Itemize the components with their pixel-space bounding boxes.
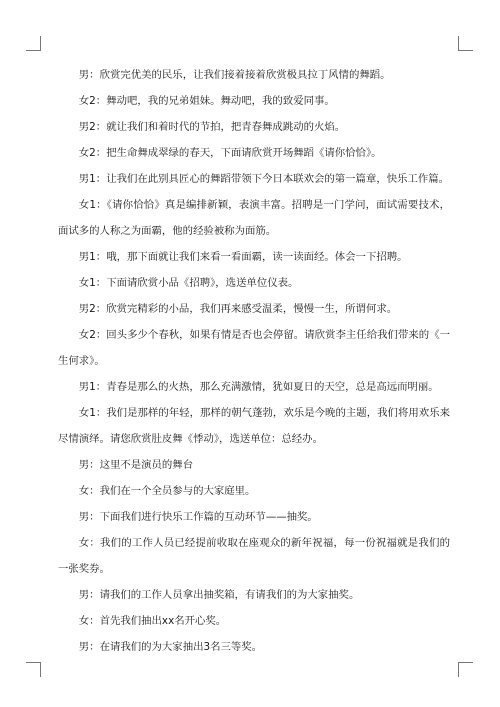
paragraph: 女2：回头多少个春秋，如果有情是否也会停留。请欣赏李主任给我们带来的《一生何求》。 <box>58 329 450 367</box>
paragraph: 男：这里不是演员的舞台 <box>78 459 194 471</box>
paragraph: 男2：欣赏完精彩的小品，我们再来感受温柔，慢慢一生，所谓何求。 <box>78 303 398 315</box>
paragraph: 男：请我们的工作人员拿出抽奖箱，有请我们的为大家抽奖。 <box>78 589 360 601</box>
paragraph: 女1：《请你恰恰》真是编排新颖，表演丰富。招聘是一门学问，面试需要技术，面试多的人称之为面霸，他的经验被称为面筋。 <box>58 199 450 237</box>
paragraph: 女：我们的工作人员已经提前收取在座观众的新年祝福，每一份祝福就是我们的一张奖券。 <box>58 537 450 575</box>
paragraph: 女2：舞动吧，我的兄弟姐妹。舞动吧，我的致爱同事。 <box>78 95 335 107</box>
crop-mark-bottom-left <box>26 662 41 677</box>
document-body <box>58 62 450 660</box>
crop-mark-bottom-right <box>458 662 473 677</box>
paragraph: 男1：青春是那么的火热，那么充满激情，犹如夏日的天空，总是高远而明丽。 <box>78 381 439 393</box>
crop-mark-top-right <box>458 36 473 51</box>
paragraph: 男2：就让我们和着时代的节拍，把青春舞成跳动的火焰。 <box>78 121 346 133</box>
paragraph: 男：下面我们进行快乐工作篇的互动环节——抽奖。 <box>78 511 318 523</box>
paragraph: 男1：让我们在此别具匠心的舞蹈带领下今日本联欢会的第一篇章，快乐工作篇。 <box>78 173 450 185</box>
paragraph: 男：欣赏完优美的民乐，让我们接着接着欣赏极具拉丁风情的舞蹈。 <box>78 69 391 81</box>
paragraph: 男：在请我们的为大家抽出3名三等奖。 <box>78 641 263 653</box>
paragraph: 女2：把生命舞成翠绿的春天，下面请欣赏开场舞蹈《请你恰恰》。 <box>78 147 382 159</box>
paragraph: 女：我们在一个全员参与的大家庭里。 <box>78 485 256 497</box>
paragraph: 女1：我们是那样的年轻，那样的朝气蓬勃，欢乐是今晚的主题，我们将用欢乐来尽情演绎。请您欣赏肚皮舞《悸动》，选送单位：总经办。 <box>58 407 450 445</box>
paragraph: 女1：下面请欣赏小品《招聘》，选送单位仪表。 <box>78 277 299 289</box>
paragraph: 女：首先我们抽出xx名开心奖。 <box>78 615 227 627</box>
crop-mark-top-left <box>26 36 41 51</box>
paragraph: 男1：哦，那下面就让我们来看一看面霸，读一读面经。体会一下招聘。 <box>78 251 408 263</box>
